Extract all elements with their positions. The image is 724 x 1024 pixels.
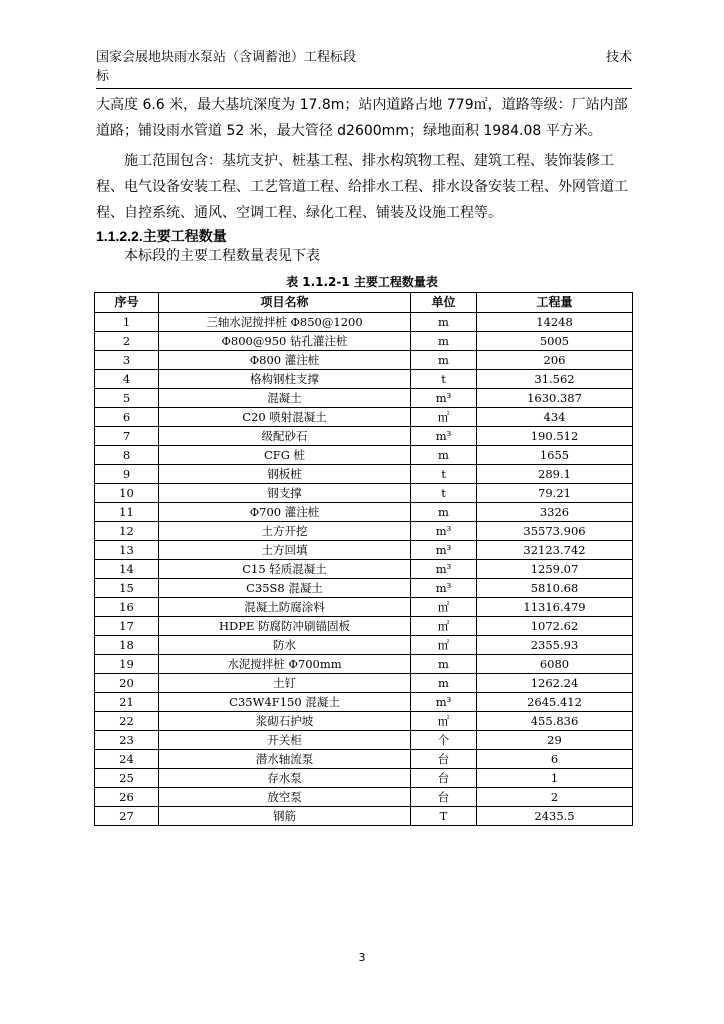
- header-title: 国家会展地块雨水泵站（含调蓄池）工程标段 标: [96, 50, 357, 84]
- paragraph-site-info: 大高度 6.6 米，最大基坑深度为 17.8m；站内道路占地 779㎡，道路等级：厂站内部道路；铺设雨水管道 52 米，最大管径 d2600mm；绿地面积 1984.08 平方米。: [96, 97, 628, 139]
- cell-quantity: 1072.62: [477, 617, 633, 636]
- cell-index: 20: [95, 674, 159, 693]
- cell-quantity: 35573.906: [477, 522, 633, 541]
- header-cell-item-name: 项目名称: [159, 293, 411, 313]
- paragraph-construction-scope: 施工范围包含：基坑支护、桩基工程、排水构筑物工程、建筑工程、装饰装修工程、电气设备安装工程、工艺管道工程、给排水工程、排水设备安装工程、外网管道工程、自控系统、通风、空调工程、绿化工程、铺装及设施工程等。: [96, 153, 628, 221]
- cell-index: 23: [95, 731, 159, 750]
- table-header-row: [95, 293, 633, 313]
- table-row: [95, 484, 633, 503]
- table-row: [95, 731, 633, 750]
- table-row: [95, 522, 633, 541]
- cell-item-name: 土方开挖: [159, 522, 411, 541]
- header-divider: [96, 88, 632, 89]
- cell-unit: m³: [411, 389, 477, 408]
- cell-index: 7: [95, 427, 159, 446]
- table-row: [95, 465, 633, 484]
- cell-index: 10: [95, 484, 159, 503]
- cell-index: 21: [95, 693, 159, 712]
- table-row: [95, 389, 633, 408]
- header-title-continuation: 标: [96, 69, 110, 84]
- cell-quantity: 6080: [477, 655, 633, 674]
- cell-index: 25: [95, 769, 159, 788]
- cell-unit: m³: [411, 693, 477, 712]
- cell-quantity: 32123.742: [477, 541, 633, 560]
- cell-quantity: 79.21: [477, 484, 633, 503]
- cell-unit: ㎡: [411, 712, 477, 731]
- cell-index: 18: [95, 636, 159, 655]
- table-row: [95, 769, 633, 788]
- cell-unit: m: [411, 503, 477, 522]
- cell-item-name: CFG 桩: [159, 446, 411, 465]
- cell-item-name: C35S8 混凝土: [159, 579, 411, 598]
- cell-item-name: 放空泵: [159, 788, 411, 807]
- cell-item-name: 钢筋: [159, 807, 411, 826]
- cell-quantity: 29: [477, 731, 633, 750]
- cell-quantity: 3326: [477, 503, 633, 522]
- header-cell-unit: 单位: [411, 293, 477, 313]
- cell-quantity: 1: [477, 769, 633, 788]
- cell-unit: m³: [411, 579, 477, 598]
- table-row: [95, 788, 633, 807]
- cell-item-name: HDPE 防腐防冲刷锚固板: [159, 617, 411, 636]
- cell-quantity: 2355.93: [477, 636, 633, 655]
- cell-unit: m: [411, 655, 477, 674]
- cell-item-name: 混凝土防腐涂料: [159, 598, 411, 617]
- cell-quantity: 190.512: [477, 427, 633, 446]
- cell-item-name: Φ800 灌注桩: [159, 351, 411, 370]
- cell-unit: m³: [411, 541, 477, 560]
- cell-item-name: 防水: [159, 636, 411, 655]
- cell-unit: ㎡: [411, 617, 477, 636]
- cell-index: 12: [95, 522, 159, 541]
- cell-unit: m: [411, 446, 477, 465]
- table-row: [95, 408, 633, 427]
- cell-unit: 台: [411, 788, 477, 807]
- cell-item-name: C35W4F150 混凝土: [159, 693, 411, 712]
- cell-quantity: 2645.412: [477, 693, 633, 712]
- cell-item-name: Φ700 灌注桩: [159, 503, 411, 522]
- cell-item-name: 浆砌石护坡: [159, 712, 411, 731]
- cell-item-name: 钢板桩: [159, 465, 411, 484]
- cell-index: 13: [95, 541, 159, 560]
- cell-item-name: C20 喷射混凝土: [159, 408, 411, 427]
- table-intro-text: 本标段的主要工程数量表见下表: [124, 248, 320, 264]
- cell-unit: 台: [411, 769, 477, 788]
- table-row: [95, 541, 633, 560]
- cell-quantity: 6: [477, 750, 633, 769]
- cell-unit: t: [411, 484, 477, 503]
- page-header: [96, 48, 636, 86]
- cell-index: 11: [95, 503, 159, 522]
- cell-index: 14: [95, 560, 159, 579]
- cell-index: 2: [95, 332, 159, 351]
- cell-item-name: 混凝土: [159, 389, 411, 408]
- cell-index: 15: [95, 579, 159, 598]
- cell-item-name: Φ800@950 钻孔灌注桩: [159, 332, 411, 351]
- table-row: [95, 693, 633, 712]
- quantity-table: [94, 292, 633, 826]
- cell-index: 9: [95, 465, 159, 484]
- cell-item-name: 潜水轴流泵: [159, 750, 411, 769]
- cell-unit: T: [411, 807, 477, 826]
- cell-index: 27: [95, 807, 159, 826]
- cell-unit: 台: [411, 750, 477, 769]
- cell-unit: ㎡: [411, 408, 477, 427]
- cell-index: 3: [95, 351, 159, 370]
- table-row: [95, 332, 633, 351]
- cell-quantity: 2: [477, 788, 633, 807]
- cell-item-name: C15 轻质混凝土: [159, 560, 411, 579]
- table-row: [95, 446, 633, 465]
- cell-unit: m: [411, 674, 477, 693]
- cell-item-name: 存水泵: [159, 769, 411, 788]
- cell-item-name: 水泥搅拌桩 Φ700mm: [159, 655, 411, 674]
- cell-item-name: 级配砂石: [159, 427, 411, 446]
- cell-item-name: 格构钢柱支撑: [159, 370, 411, 389]
- cell-quantity: 5810.68: [477, 579, 633, 598]
- cell-index: 22: [95, 712, 159, 731]
- cell-unit: 个: [411, 731, 477, 750]
- page-number: 3: [358, 951, 366, 964]
- table-row: [95, 636, 633, 655]
- cell-index: 6: [95, 408, 159, 427]
- cell-index: 19: [95, 655, 159, 674]
- cell-quantity: 31.562: [477, 370, 633, 389]
- table-row: [95, 579, 633, 598]
- header-cell-index: 序号: [95, 293, 159, 313]
- table-row: [95, 427, 633, 446]
- cell-item-name: 开关柜: [159, 731, 411, 750]
- header-right-label: 技术: [605, 50, 632, 65]
- cell-unit: m³: [411, 427, 477, 446]
- table-row: [95, 598, 633, 617]
- header-cell-quantity: 工程量: [477, 293, 633, 313]
- cell-unit: m³: [411, 522, 477, 541]
- cell-quantity: 434: [477, 408, 633, 427]
- cell-index: 17: [95, 617, 159, 636]
- table-caption: 表 1.1.2-1 主要工程数量表: [286, 275, 438, 289]
- table-row: [95, 313, 633, 332]
- cell-quantity: 1630.387: [477, 389, 633, 408]
- cell-unit: t: [411, 370, 477, 389]
- cell-unit: m: [411, 351, 477, 370]
- table-row: [95, 807, 633, 826]
- section-heading: 1.1.2.2.主要工程数量: [96, 228, 227, 244]
- cell-index: 26: [95, 788, 159, 807]
- cell-quantity: 5005: [477, 332, 633, 351]
- cell-quantity: 1262.24: [477, 674, 633, 693]
- cell-unit: ㎡: [411, 636, 477, 655]
- table-row: [95, 674, 633, 693]
- cell-index: 5: [95, 389, 159, 408]
- table-row: [95, 351, 633, 370]
- cell-index: 24: [95, 750, 159, 769]
- cell-quantity: 206: [477, 351, 633, 370]
- cell-quantity: 289.1: [477, 465, 633, 484]
- cell-unit: t: [411, 465, 477, 484]
- cell-quantity: 1259.07: [477, 560, 633, 579]
- table-row: [95, 655, 633, 674]
- cell-quantity: 2435.5: [477, 807, 633, 826]
- cell-unit: m: [411, 313, 477, 332]
- table-row: [95, 560, 633, 579]
- table-row: [95, 617, 633, 636]
- table-row: [95, 503, 633, 522]
- cell-item-name: 三轴水泥搅拌桩 Φ850@1200: [159, 313, 411, 332]
- table-body: [95, 313, 633, 826]
- cell-item-name: 钢支撑: [159, 484, 411, 503]
- cell-unit: m³: [411, 560, 477, 579]
- table-row: [95, 712, 633, 731]
- cell-unit: ㎡: [411, 598, 477, 617]
- cell-index: 4: [95, 370, 159, 389]
- cell-quantity: 1655: [477, 446, 633, 465]
- cell-quantity: 455.836: [477, 712, 633, 731]
- table-row: [95, 750, 633, 769]
- cell-quantity: 11316.479: [477, 598, 633, 617]
- cell-quantity: 14248: [477, 313, 633, 332]
- cell-item-name: 土方回填: [159, 541, 411, 560]
- cell-item-name: 土钉: [159, 674, 411, 693]
- cell-index: 1: [95, 313, 159, 332]
- cell-index: 16: [95, 598, 159, 617]
- table-row: [95, 370, 633, 389]
- cell-index: 8: [95, 446, 159, 465]
- cell-unit: m: [411, 332, 477, 351]
